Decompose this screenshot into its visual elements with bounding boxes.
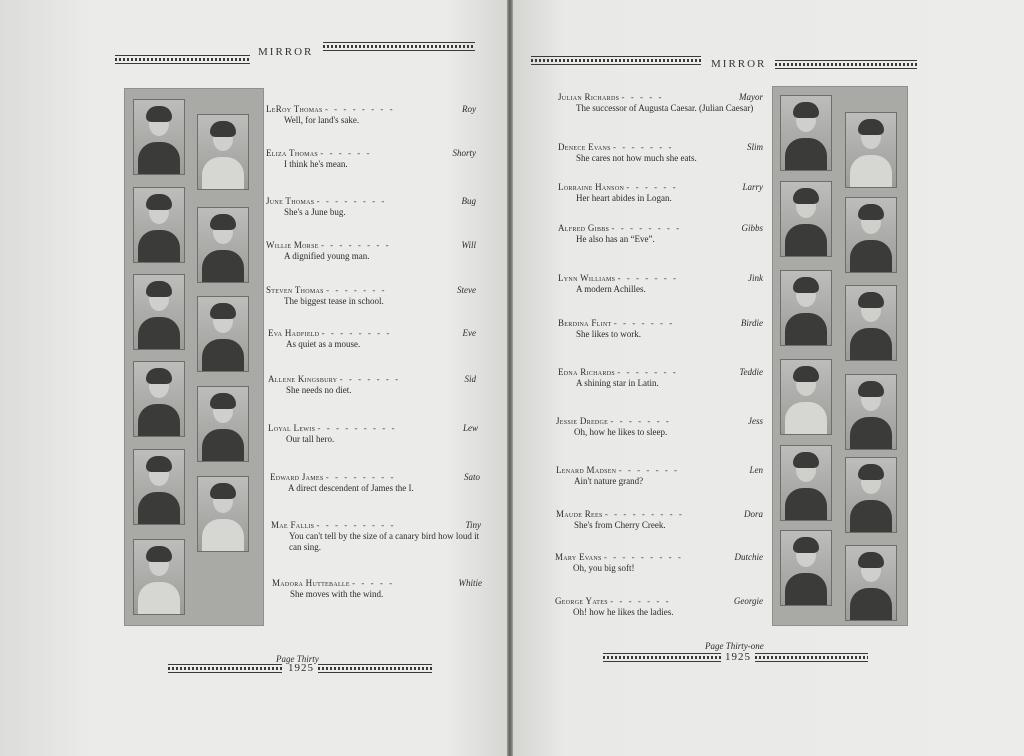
- student-quote: A direct descendent of James the I.: [288, 483, 414, 493]
- footer-year-right: 1925: [725, 651, 751, 663]
- student-quote: Our tall hero.: [286, 434, 335, 444]
- portrait-photo: [845, 457, 897, 533]
- header-ornament-left-b: [323, 42, 475, 51]
- student-quote: Well, for land's sake.: [284, 115, 360, 125]
- student-name: Denece Evans: [558, 142, 611, 152]
- student-name: LeRoy Thomas: [266, 104, 323, 114]
- senior-entry: [558, 223, 763, 245]
- student-nickname: Larry: [742, 182, 763, 192]
- leader-dots: - - - - - - -: [610, 416, 671, 426]
- student-name: Berdina Flint: [558, 318, 612, 328]
- student-name: Alfred Gibbs: [558, 223, 610, 233]
- senior-entry: [555, 552, 763, 574]
- portrait-photo: [845, 112, 897, 188]
- student-name: Mae Fallis: [271, 520, 315, 530]
- student-quote: She moves with the wind.: [290, 589, 384, 599]
- leader-dots: - - - - - - -: [610, 596, 671, 606]
- student-quote: Oh, you big soft!: [573, 563, 635, 573]
- senior-entry: [271, 520, 481, 553]
- senior-entry: [266, 240, 476, 262]
- portrait-photo: [845, 285, 897, 361]
- student-nickname: Jess: [748, 416, 763, 426]
- leader-dots: - - - - -: [352, 578, 395, 588]
- leader-dots: - - - - - - - -: [325, 472, 396, 482]
- student-quote: As quiet as a mouse.: [286, 339, 361, 349]
- portrait-photo: [197, 386, 249, 462]
- portrait-photo: [780, 530, 832, 606]
- senior-entry: [556, 509, 763, 531]
- student-nickname: Whitie: [458, 578, 482, 588]
- header-ornament-right-a: [531, 56, 701, 65]
- leader-dots: - - - - - - - - -: [317, 423, 397, 433]
- student-nickname: Len: [749, 465, 763, 475]
- portrait-photo: [845, 197, 897, 273]
- portrait-photo: [133, 274, 185, 350]
- leader-dots: - - - - - - -: [339, 374, 401, 384]
- right-page: [513, 0, 1024, 756]
- photo-strip-right: [772, 86, 908, 626]
- senior-entry: [268, 423, 478, 445]
- student-quote: She's a June bug.: [284, 207, 346, 217]
- student-name: Lorraine Hanson: [558, 182, 625, 192]
- student-name: Willie Morse: [266, 240, 319, 250]
- student-name: George Yates: [555, 596, 608, 606]
- footer-year-left: 1925: [288, 662, 314, 674]
- student-nickname: Tiny: [465, 520, 481, 530]
- portrait-photo: [133, 99, 185, 175]
- leader-dots: - - - - - - -: [613, 142, 674, 152]
- leader-dots: - - - - - - -: [618, 465, 680, 475]
- page-number-right: Page Thirty-one: [705, 641, 764, 651]
- student-quote: Her heart abides in Logan.: [576, 193, 672, 203]
- portrait-photo: [780, 359, 832, 435]
- photo-strip-left: [124, 88, 264, 626]
- portrait-photo: [197, 207, 249, 283]
- student-name: Mary Evans: [555, 552, 602, 562]
- senior-entry: [266, 285, 476, 307]
- student-quote: She likes to work.: [576, 329, 641, 339]
- student-nickname: Eve: [462, 328, 476, 338]
- student-quote: I think he's mean.: [284, 159, 348, 169]
- header-ornament-right-b: [775, 60, 917, 69]
- footer-ornament-left-a: [168, 664, 282, 673]
- leader-dots: - - - - - - - -: [321, 328, 392, 338]
- senior-entry: [558, 318, 763, 340]
- student-name: Edward James: [270, 472, 324, 482]
- student-nickname: Bug: [461, 196, 476, 206]
- page-number-left: Page Thirty: [276, 654, 319, 664]
- senior-entry: [555, 596, 763, 618]
- student-nickname: Jink: [748, 273, 763, 283]
- student-nickname: Will: [461, 240, 476, 250]
- portrait-photo: [197, 296, 249, 372]
- student-nickname: Georgie: [733, 596, 763, 606]
- portrait-photo: [780, 445, 832, 521]
- header-ornament-left-a: [115, 55, 250, 64]
- student-nickname: Mayor: [739, 92, 763, 102]
- footer-ornament-left-b: [318, 664, 432, 673]
- footer-ornament-right-a: [603, 653, 721, 662]
- student-name: Allene Kingsbury: [268, 374, 338, 384]
- senior-entry: [270, 472, 480, 494]
- leader-dots: - - - - - - -: [326, 285, 387, 295]
- student-name: Eliza Thomas: [266, 148, 319, 158]
- leader-dots: - - - - - - -: [613, 318, 675, 328]
- footer-ornament-right-b: [755, 653, 868, 662]
- student-nickname: Shorty: [452, 148, 476, 158]
- student-nickname: Dutchie: [734, 552, 763, 562]
- senior-entry: [558, 367, 763, 389]
- student-nickname: Sid: [464, 374, 476, 384]
- portrait-photo: [133, 539, 185, 615]
- portrait-photo: [780, 181, 832, 257]
- student-nickname: Lew: [462, 423, 478, 433]
- student-quote: Oh! how he likes the ladies.: [573, 607, 674, 617]
- student-name: June Thomas: [266, 196, 315, 206]
- leader-dots: - - - - - - - - -: [603, 552, 683, 562]
- portrait-photo: [197, 476, 249, 552]
- student-nickname: Gibbs: [741, 223, 763, 233]
- senior-entry: [266, 148, 476, 170]
- student-name: Julian Richards: [558, 92, 620, 102]
- student-quote: Ain't nature grand?: [574, 476, 644, 486]
- leader-dots: - - - - - - - - -: [604, 509, 684, 519]
- portrait-photo: [133, 187, 185, 263]
- student-quote: You can't tell by the size of a canary bird how loud it can sing.: [289, 531, 480, 552]
- leader-dots: - - - - - - -: [617, 273, 679, 283]
- leader-dots: - - - - - -: [320, 148, 372, 158]
- student-nickname: Teddie: [739, 367, 763, 377]
- student-name: Steven Thomas: [266, 285, 324, 295]
- portrait-photo: [197, 114, 249, 190]
- senior-entry: [272, 578, 482, 600]
- student-name: Jessie Dredge: [556, 416, 609, 426]
- student-nickname: Roy: [462, 104, 476, 114]
- senior-entry: [558, 142, 763, 164]
- student-quote: She's from Cherry Creek.: [574, 520, 666, 530]
- student-nickname: Birdie: [740, 318, 763, 328]
- senior-entry: [266, 104, 476, 126]
- student-name: Lenard Madsen: [556, 465, 617, 475]
- leader-dots: - - - - - - - -: [324, 104, 395, 114]
- header-title-right: MIRROR: [711, 58, 767, 70]
- student-quote: She cares not how much she eats.: [576, 153, 697, 163]
- student-quote: The successor of Augusta Caesar. (Julian Caesar): [576, 103, 754, 113]
- portrait-photo: [845, 545, 897, 621]
- leader-dots: - - - - - - - -: [611, 223, 682, 233]
- portrait-photo: [133, 449, 185, 525]
- student-name: Loyal Lewis: [268, 423, 316, 433]
- leader-dots: - - - - - -: [626, 182, 678, 192]
- student-name: Edna Richards: [558, 367, 615, 377]
- student-nickname: Steve: [457, 285, 476, 295]
- leader-dots: - - - - - - - -: [320, 240, 391, 250]
- senior-entry: [558, 92, 763, 114]
- portrait-photo: [133, 361, 185, 437]
- student-quote: A shining star in Latin.: [576, 378, 659, 388]
- leader-dots: - - - - - - -: [617, 367, 678, 377]
- leader-dots: - - - - - - - -: [316, 196, 387, 206]
- senior-entry: [558, 182, 763, 204]
- student-quote: A dignified young man.: [284, 251, 370, 261]
- senior-entry: [266, 196, 476, 218]
- student-name: Lynn Williams: [558, 273, 616, 283]
- senior-entry: [558, 273, 763, 295]
- student-name: Madora Hutteballe: [272, 578, 350, 588]
- left-page: [0, 0, 507, 756]
- student-quote: Oh, how he likes to sleep.: [574, 427, 668, 437]
- senior-entry: [556, 416, 763, 438]
- leader-dots: - - - - -: [621, 92, 664, 102]
- student-nickname: Sato: [463, 472, 480, 482]
- header-title-left: MIRROR: [258, 46, 314, 58]
- student-quote: She needs no diet.: [286, 385, 352, 395]
- student-quote: The biggest tease in school.: [284, 296, 384, 306]
- senior-entry: [268, 374, 476, 396]
- student-nickname: Slim: [746, 142, 763, 152]
- student-name: Maude Rees: [556, 509, 603, 519]
- portrait-photo: [845, 374, 897, 450]
- student-name: Eva Hadfield: [268, 328, 320, 338]
- student-nickname: Dora: [743, 509, 763, 519]
- portrait-photo: [780, 270, 832, 346]
- leader-dots: - - - - - - - - -: [316, 520, 396, 530]
- student-quote: He also has an “Eve”.: [576, 234, 655, 244]
- senior-entry: [268, 328, 476, 350]
- portrait-photo: [780, 95, 832, 171]
- student-quote: A modern Achilles.: [576, 284, 646, 294]
- senior-entry: [556, 465, 763, 487]
